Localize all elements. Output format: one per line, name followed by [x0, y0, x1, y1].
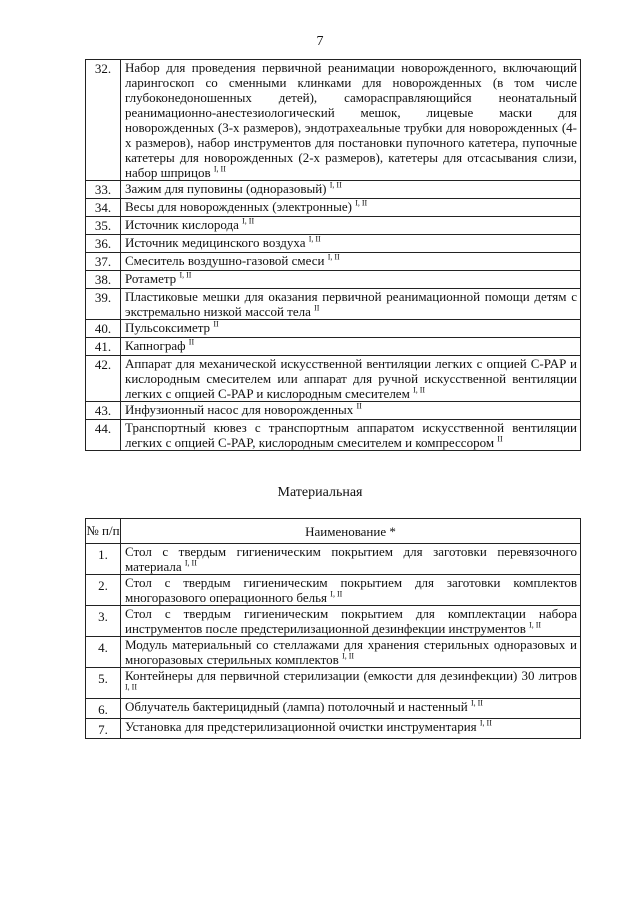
row-item-category: II: [314, 303, 320, 313]
table-row: [86, 235, 581, 253]
row-item-category: I, II: [125, 682, 137, 692]
row-item-text: Весы для новорожденных (электронные): [125, 199, 352, 214]
row-item-text: Пульсоксиметр: [125, 320, 211, 335]
row-item-category: I, II: [327, 252, 340, 262]
row-item-text: Капнограф: [125, 338, 186, 353]
row-number: 44.: [86, 420, 121, 451]
header-name-label: Наименование *: [305, 523, 396, 539]
row-number: 6.: [86, 699, 121, 719]
table-row: [86, 356, 581, 402]
row-item: [121, 637, 581, 668]
row-item: [121, 402, 581, 420]
row-item-category: I, II: [529, 620, 542, 630]
row-item-text: Зажим для пуповины (одноразовый): [125, 181, 327, 196]
table-row: [86, 253, 581, 271]
row-item: [121, 606, 581, 637]
row-item: [121, 699, 581, 719]
row-item: [121, 356, 581, 402]
row-item: [121, 338, 581, 356]
row-item-category: I, II: [413, 385, 426, 395]
row-item-text: Стол с твердым гигиеническим покрытием для заготовки перевязочного материала: [125, 544, 577, 574]
table-row: [86, 699, 581, 719]
row-number: 4.: [86, 637, 121, 668]
table-row: [86, 402, 581, 420]
row-item-text: Пластиковые мешки для оказания первичной реанимационной помощи детям с экстремально низкой массой тела: [125, 289, 577, 319]
row-number: 7.: [86, 719, 121, 739]
row-item-text: Аппарат для механической искусственной вентиляции легких с опцией C-PAP и кислородным смесителем или аппарат для ручной искусственной вентиляции легких с опцией C-PAP и кислородным смесителем: [125, 356, 577, 401]
row-item: [121, 668, 581, 699]
row-item-text: Стол с твердым гигиеническим покрытием для заготовки комплектов многоразового операционного белья: [125, 575, 577, 605]
row-item: [121, 719, 581, 739]
table-row: [86, 320, 581, 338]
row-item-text: Источник медицинского воздуха: [125, 235, 306, 250]
row-number: 3.: [86, 606, 121, 637]
row-item-text: Контейнеры для первичной стерилизации (емкости для дезинфекции) 30 литров: [125, 668, 577, 683]
row-item: [121, 199, 581, 217]
row-number: 32.: [86, 60, 121, 181]
table-row: [86, 217, 581, 235]
row-item-text: Смеситель воздушно-газовой смеси: [125, 253, 325, 268]
row-item-category: II: [188, 337, 195, 347]
table-row: [86, 575, 581, 606]
row-item-category: I, II: [329, 180, 342, 190]
row-number: 42.: [86, 356, 121, 402]
row-item-text: Инфузионный насос для новорожденных: [125, 402, 354, 417]
row-number: 36.: [86, 235, 121, 253]
row-number: 39.: [86, 289, 121, 320]
row-item: [121, 217, 581, 235]
row-item: [121, 60, 581, 181]
row-item-category: I, II: [308, 234, 321, 244]
table-row: [86, 606, 581, 637]
row-item-category: I, II: [342, 651, 355, 661]
page-number: 7: [316, 34, 324, 49]
material-room-table: [85, 518, 581, 739]
row-number: 2.: [86, 575, 121, 606]
header-name: [121, 519, 581, 544]
row-number: 40.: [86, 320, 121, 338]
row-item-text: Облучатель бактерицидный (лампа) потолочный и настенный: [125, 699, 468, 714]
table-row: [86, 338, 581, 356]
row-number: 5.: [86, 668, 121, 699]
row-item-category: I, II: [213, 164, 226, 174]
row-item-category: I, II: [179, 270, 192, 280]
row-item-text: Установка для предстерилизационной очистки инструментария: [125, 719, 477, 734]
row-item: [121, 235, 581, 253]
row-number: 33.: [86, 181, 121, 199]
row-number: 41.: [86, 338, 121, 356]
row-number: 1.: [86, 544, 121, 575]
row-item-category: I, II: [470, 698, 483, 708]
row-item-text: Модуль материальный со стеллажами для хранения стерильных одноразовых и многоразовых стерильных комплектов: [125, 637, 577, 667]
row-item-category: I, II: [330, 589, 343, 599]
row-item: [121, 544, 581, 575]
table-row: [86, 544, 581, 575]
row-item: [121, 420, 581, 451]
table-header-row: [86, 519, 581, 544]
table-row: [86, 60, 581, 181]
row-number: 38.: [86, 271, 121, 289]
row-item-text: Ротаметр: [125, 271, 177, 286]
row-item: [121, 289, 581, 320]
table-row: [86, 719, 581, 739]
row-item-text: Стол с твердым гигиеническим покрытием для комплектации набора инструментов после предстерилизационной дезинфекции инструментов: [125, 606, 577, 636]
row-number: 35.: [86, 217, 121, 235]
row-item: [121, 181, 581, 199]
row-item-category: II: [497, 434, 503, 444]
row-item-category: I, II: [479, 718, 492, 728]
equipment-table: [85, 59, 581, 451]
row-item: [121, 271, 581, 289]
table-row: [86, 637, 581, 668]
table-row: [86, 289, 581, 320]
row-number: 34.: [86, 199, 121, 217]
row-item-category: I, II: [355, 198, 368, 208]
row-item-category: I, II: [184, 558, 197, 568]
table-row: [86, 668, 581, 699]
row-number: 37.: [86, 253, 121, 271]
header-number: [86, 519, 121, 544]
row-item: [121, 253, 581, 271]
row-item-category: II: [213, 319, 219, 329]
row-item: [121, 575, 581, 606]
table-row: [86, 420, 581, 451]
row-item-text: Источник кислорода: [125, 217, 239, 232]
section-title: Материальная: [277, 485, 363, 500]
table-row: [86, 181, 581, 199]
row-number: 43.: [86, 402, 121, 420]
header-number-label: № п/п: [86, 523, 120, 538]
row-item: [121, 320, 581, 338]
row-item-text: Транспортный кювез с транспортным аппаратом искусственной вентиляции легких с опцией C-PAP, кислородным смесителем и компрессором: [125, 420, 577, 450]
table-row: [86, 271, 581, 289]
row-item-category: II: [356, 401, 362, 411]
row-item-text: Набор для проведения первичной реанимации новорожденного, включающий ларингоскоп со сменными клинками для новорожденных (в том числе глубоконедоношенных детей), саморасправляющийся неонатальный реанимационно-анестезиологический мешок, лицевые маски для новорожденных (3-х размеров), эндотрахеальные трубки для новорожденных (4-х размеров), набор инструментов для постановки пупочного катетера, пупочные катетеры для новорожденных (2-х размеров), катетеры для отсасывания слизи, набор шприцов: [125, 60, 577, 180]
table-row: [86, 199, 581, 217]
row-item-category: I, II: [242, 216, 255, 226]
